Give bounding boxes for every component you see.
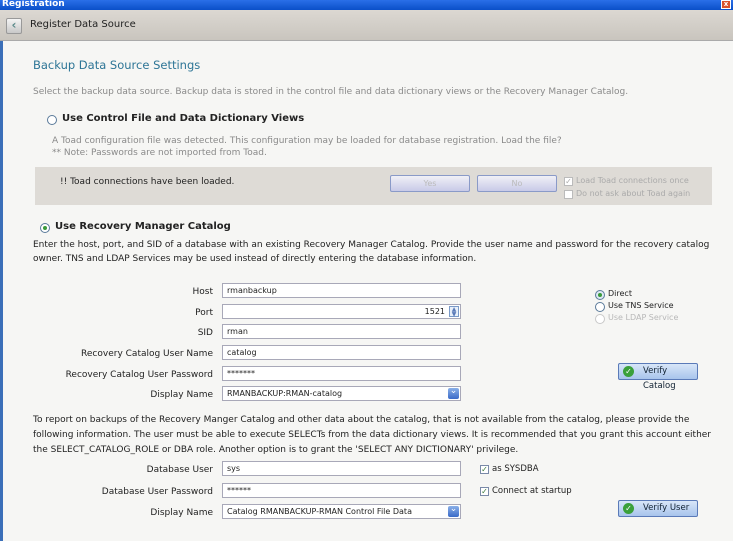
verify-catalog-button[interactable] [618,363,698,391]
verify-catalog-label: Verify Catalog [643,366,676,391]
db-password-label: Database User Password [101,487,213,497]
toad-panel [35,167,712,205]
db-user-label: Database User [146,465,213,475]
toad-message: !! Toad connections have been loaded. [60,177,235,187]
catalog-password-label: Recovery Catalog User Password [65,370,213,380]
catalog-user-input[interactable]: catalog [222,345,461,360]
yes-button[interactable]: Yes [390,175,470,192]
check-icon: ✓ [623,503,634,514]
radio-control-file[interactable] [47,115,57,125]
close-button[interactable]: x [721,0,731,9]
header-title: Register Data Source [30,19,136,30]
left-border [0,41,3,541]
sysdba-checkbox[interactable]: ✓ [481,465,488,474]
host-label: Host [192,287,213,297]
sid-input[interactable]: rman [222,324,461,339]
spinner-arrows-icon[interactable]: ▲ ▼ [449,306,459,317]
rman-description: Enter the host, port, and SID of a database with an existing Recovery Manager Catalog. Provide the user name and password for the recovery catalog owner. TNS and LDAP Services may be used instead of directly entering the database information. [33,240,710,264]
load-once-label: Load Toad connections once [576,176,689,185]
port-stepper[interactable] [222,304,461,319]
host-input[interactable]: rmanbackup [222,283,461,298]
radio-tns-label: Use TNS Service [608,301,674,310]
back-button[interactable]: ‹ [6,18,22,34]
radio-tns[interactable] [595,302,605,312]
radio-ldap[interactable] [595,314,605,324]
port-value: 1521 [424,307,445,316]
header-bar [0,10,733,41]
radio-rman-catalog[interactable] [40,223,50,233]
section-title: Backup Data Source Settings [33,58,201,72]
radio-direct[interactable] [595,290,605,300]
title-bar [0,0,733,10]
check-icon: ✓ [623,366,634,377]
db-user-input[interactable]: sys [222,461,461,476]
db-display-label: Display Name [150,508,213,518]
connect-startup-checkbox[interactable]: ✓ [481,487,488,496]
intro-text: Select the backup data source. Backup data is stored in the control file and data dictionary views or the Recovery Manager Catalog. [33,87,629,97]
dont-ask-checkbox[interactable] [564,190,573,199]
verify-user-button[interactable] [618,500,698,517]
report-description: To report on backups of the Recovery Manger Catalog and other data about the catalog, that is not available from the catalog, please provide the following information. The user must be able to execute SELECTs from the data dictionary views. It is recommended that you grant this account either the SELECT_CATALOG_ROLE or DBA role. Another option is to grant the 'SELECT ANY DICTIONARY' privilege. [33,415,712,455]
radio-ldap-label: Use LDAP Service [608,313,679,322]
radio-direct-label: Direct [608,289,632,298]
verify-user-label: Verify User [643,503,690,513]
window-title: Registration [2,0,65,9]
catalog-display-label: Display Name [150,390,213,400]
sid-label: SID [197,328,213,338]
db-display-select[interactable]: Catalog RMANBACKUP-RMAN Control File Data ⌄ [222,504,461,519]
radio-rman-catalog-label: Use Recovery Manager Catalog [55,221,231,232]
db-password-input[interactable]: ****** [222,483,461,498]
catalog-password-input[interactable]: ******* [222,366,461,381]
dont-ask-label: Do not ask about Toad again [576,189,691,198]
port-label: Port [195,308,213,318]
no-button[interactable]: No [477,175,557,192]
connect-startup-label: Connect at startup [492,486,572,496]
toad-note: A Toad configuration file was detected. This configuration may be loaded for database registration. Load the file? [52,136,562,146]
sysdba-label: as SYSDBA [492,464,539,474]
password-note: ** Note: Passwords are not imported from Toad. [52,148,267,158]
load-once-checkbox[interactable]: ✓ [565,177,572,186]
radio-control-file-label: Use Control File and Data Dictionary Views [62,113,305,124]
catalog-display-select[interactable]: RMANBACKUP:RMAN-catalog ⌄ [222,386,461,401]
catalog-user-label: Recovery Catalog User Name [81,349,213,359]
